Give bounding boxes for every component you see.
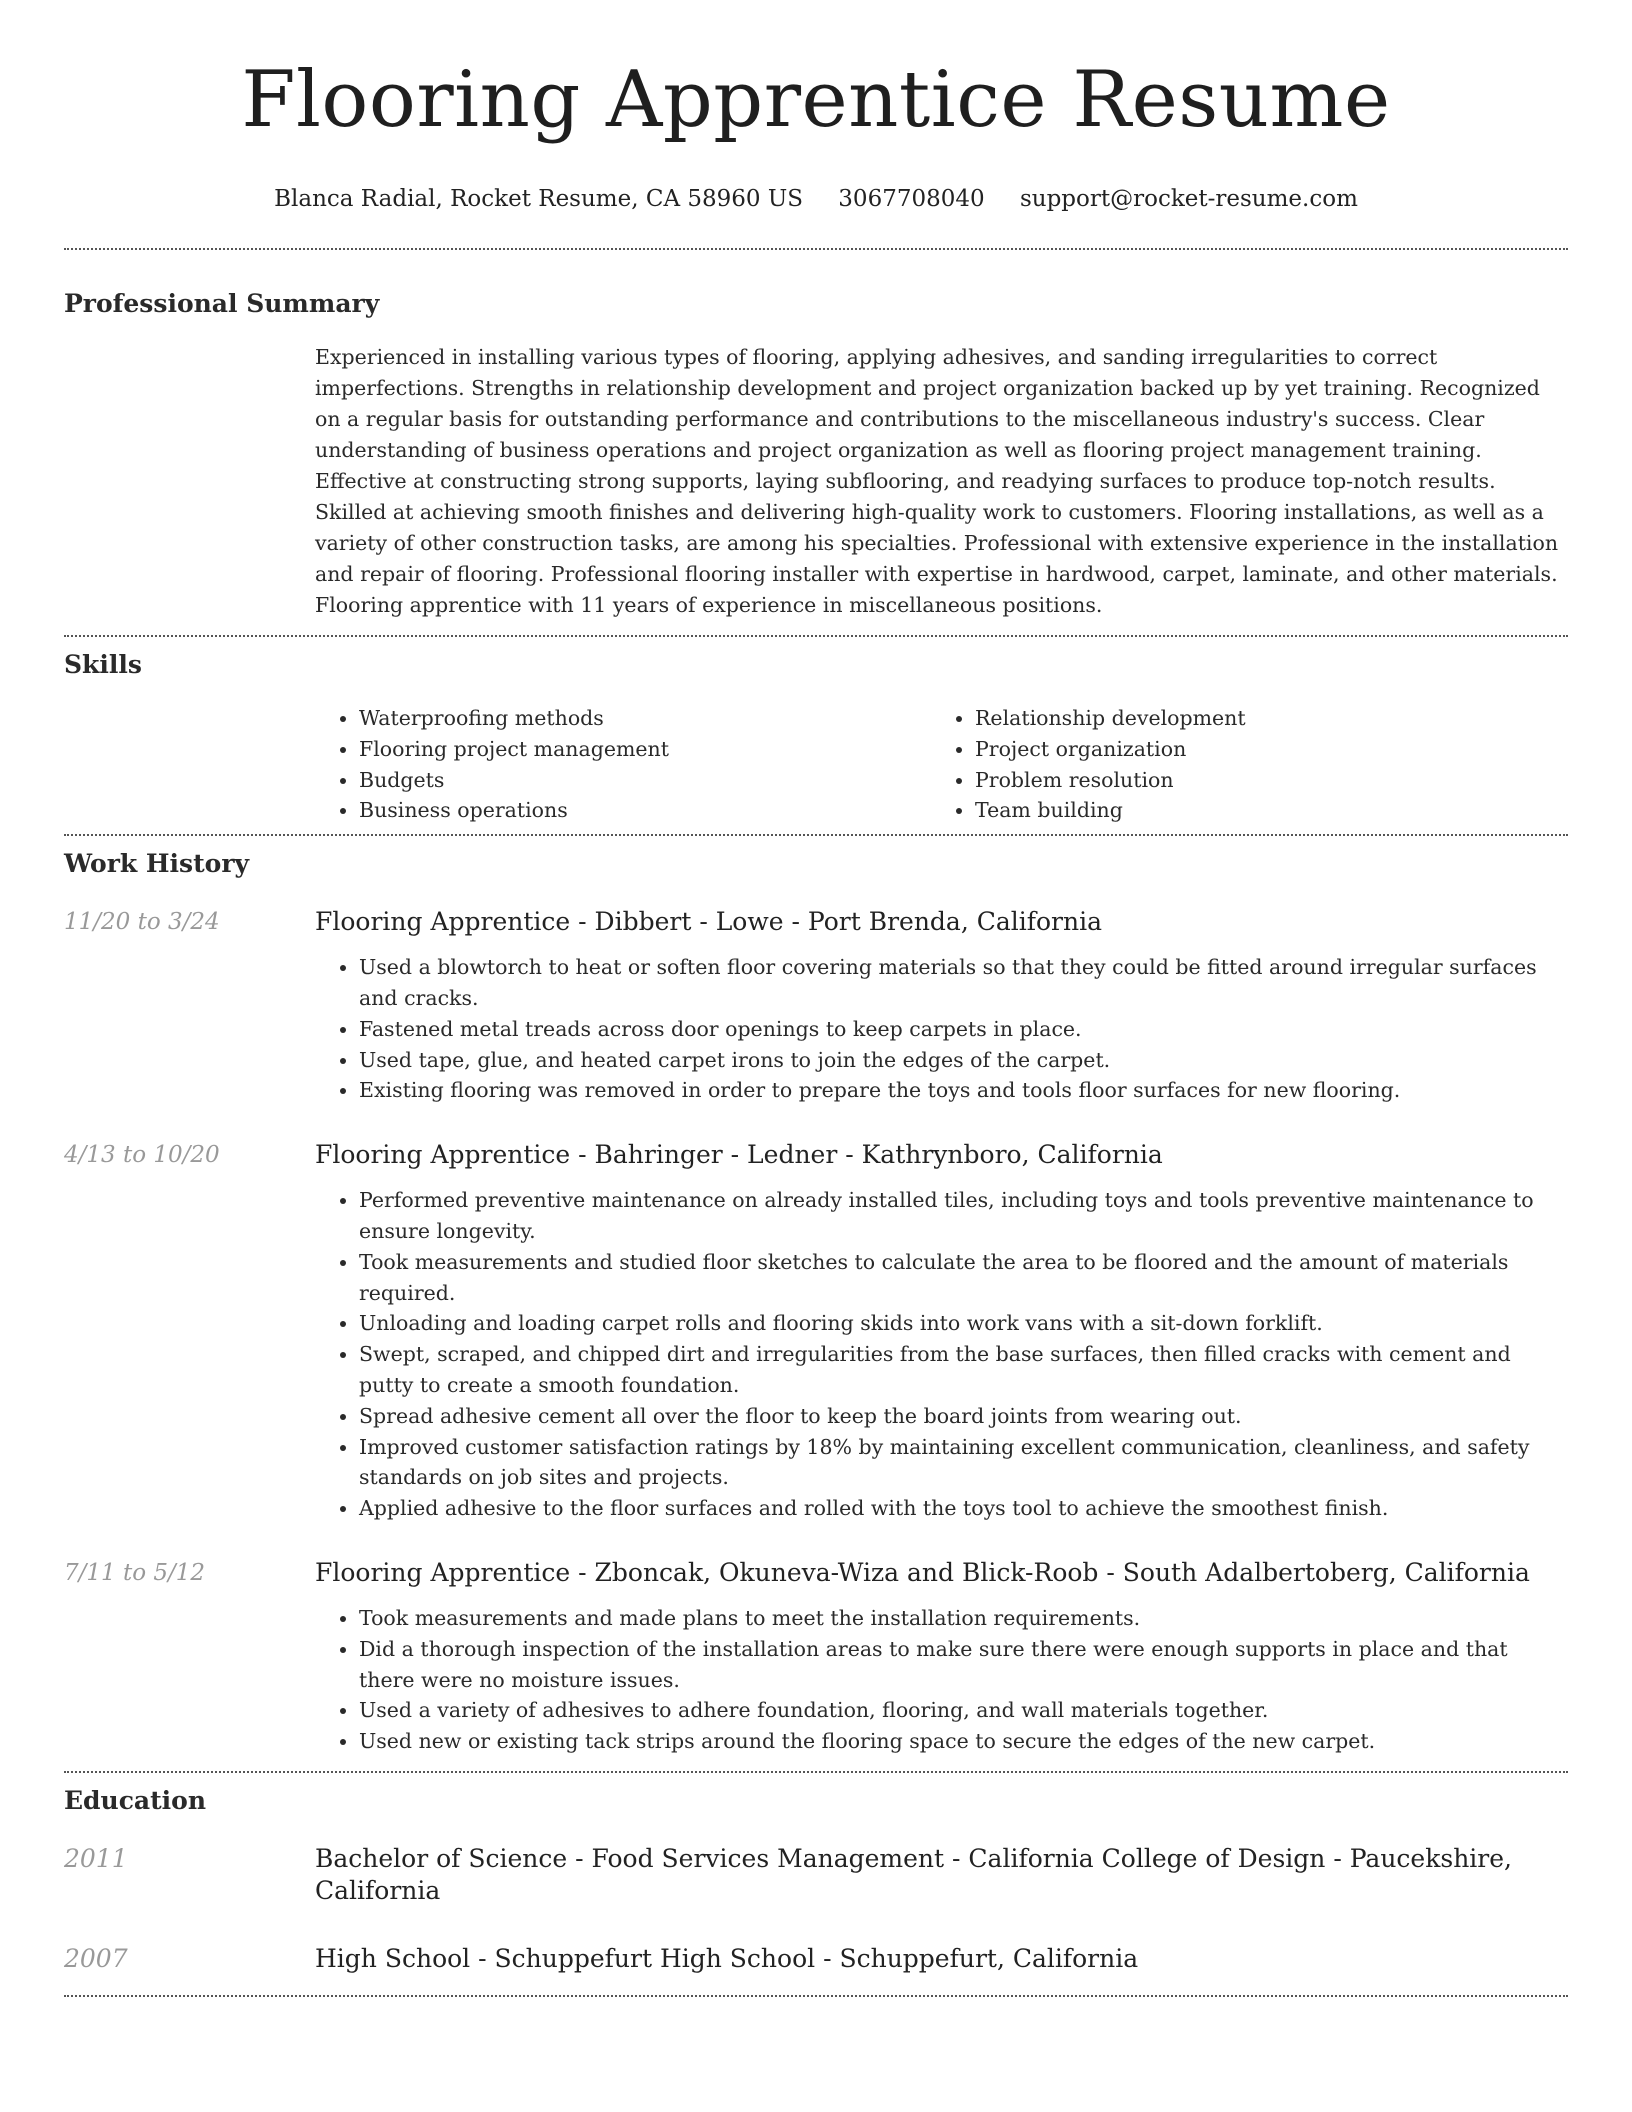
skills-section <box>64 637 1568 834</box>
job-entry <box>64 1557 1568 1771</box>
education-title: Bachelor of Science - Food Services Management - California College of Design - Paucekshire, California <box>315 1843 1512 1905</box>
job-bullet: • Did a thorough inspection of the installation areas to make sure there were enough supports in place and that there were no moisture issues. <box>359 1634 1568 1696</box>
job-bullet: • Used a blowtorch to heat or soften floor covering materials so that they could be fitted around irregular surfaces and cracks. <box>359 952 1568 1014</box>
job-bullets <box>315 1185 1568 1524</box>
job-dates: 7/11 to 5/12 <box>64 1559 206 1586</box>
contact-address: Blanca Radial, Rocket Resume, CA 58960 US <box>274 186 803 212</box>
divider <box>64 1995 1568 1997</box>
education-entry <box>64 1843 1568 1907</box>
job-bullet: • Swept, scraped, and chipped dirt and irregularities from the base surfaces, then filled cracks with cement and putty to create a smooth foundation. <box>359 1339 1568 1401</box>
job-bullet: • Fastened metal treads across door openings to keep carpets in place. <box>359 1014 1568 1045</box>
skill-item: • Relationship development <box>975 703 1547 734</box>
job-bullet: • Unloading and loading carpet rolls and flooring skids into work vans with a sit-down forklift. <box>359 1308 1568 1339</box>
job-bullets <box>315 1603 1568 1757</box>
contact-phone: 3067708040 <box>838 186 985 212</box>
job-title: Flooring Apprentice - Zboncak, Okuneva-Wiza and Blick-Roob - South Adalbertoberg, California <box>315 1557 1530 1587</box>
job-bullet: • Performed preventive maintenance on already installed tiles, including toys and tools preventive maintenance to ensure longevity. <box>359 1185 1568 1247</box>
work-history-section <box>64 836 1568 1771</box>
skill-item: • Budgets <box>359 765 931 796</box>
skill-item: • Project organization <box>975 734 1547 765</box>
job-bullet: • Existing flooring was removed in order to prepare the toys and tools floor surfaces for new flooring. <box>359 1075 1568 1106</box>
job-title: Flooring Apprentice - Dibbert - Lowe - Port Brenda, California <box>315 907 1102 937</box>
summary-text: Experienced in installing various types of flooring, applying adhesives, and sanding irregularities to correct imperfections. Strengths in relationship development and project organization backed up by yet training. Recognized on a regular basis for outstanding performance and contributions to the miscellaneous industry's success. Clear understanding of business operations and project organization as well as flooring project management training. Effective at constructing strong supports, laying subflooring, and readying surfaces to produce top-notch results. Skilled at achieving smooth finishes and delivering high-quality work to customers. Flooring installations, as well as a variety of other construction tasks, are among his specialties. Professional with extensive experience in the installation and repair of flooring. Professional flooring installer with expertise in hardwood, carpet, laminate, and other materials. Flooring apprentice with 11 years of experience in miscellaneous positions. <box>315 345 1559 617</box>
job-bullet: • Spread adhesive cement all over the floor to keep the board joints from wearing out. <box>359 1401 1568 1432</box>
skills-list-left <box>315 703 931 826</box>
contact-line <box>64 184 1568 214</box>
page-title: Flooring Apprentice Resume <box>241 55 1391 145</box>
job-dates: 11/20 to 3/24 <box>64 909 220 936</box>
skill-item: • Business operations <box>359 795 931 826</box>
education-year: 2011 <box>64 1843 128 1873</box>
skill-item: • Flooring project management <box>359 734 931 765</box>
job-bullet: • Used a variety of adhesives to adhere foundation, flooring, and wall materials together. <box>359 1695 1568 1726</box>
job-bullet: • Used new or existing tack strips around the flooring space to secure the edges of the new carpet. <box>359 1726 1568 1757</box>
job-entry <box>64 1139 1568 1524</box>
job-entry <box>64 906 1568 1106</box>
job-bullet: • Took measurements and made plans to meet the installation requirements. <box>359 1603 1568 1634</box>
job-bullet: • Used tape, glue, and heated carpet irons to join the edges of the carpet. <box>359 1045 1568 1076</box>
skill-item: • Waterproofing methods <box>359 703 931 734</box>
education-entry <box>64 1943 1568 1995</box>
skills-list-right <box>931 703 1547 826</box>
education-year: 2007 <box>64 1943 128 1973</box>
work-history-heading: Work History <box>64 849 250 879</box>
contact-email: support@rocket-resume.com <box>1019 186 1358 212</box>
job-bullets <box>315 952 1568 1106</box>
skills-heading: Skills <box>64 650 142 679</box>
education-heading: Education <box>64 1785 207 1815</box>
skill-item: • Team building <box>975 795 1547 826</box>
job-title: Flooring Apprentice - Bahringer - Ledner - Kathrynboro, California <box>315 1140 1163 1170</box>
job-dates: 4/13 to 10/20 <box>64 1142 220 1169</box>
job-bullet: • Improved customer satisfaction ratings by 18% by maintaining excellent communication, cleanliness, and safety standards on job sites and projects. <box>359 1432 1568 1494</box>
summary-heading: Professional Summary <box>64 289 380 318</box>
job-bullet: • Applied adhesive to the floor surfaces and rolled with the toys tool to achieve the smoothest finish. <box>359 1493 1568 1524</box>
job-bullet: • Took measurements and studied floor sketches to calculate the area to be floored and the amount of materials required. <box>359 1247 1568 1309</box>
skill-item: • Problem resolution <box>975 765 1547 796</box>
education-title: High School - Schuppefurt High School - Schuppefurt, California <box>315 1943 1139 1973</box>
education-section <box>64 1773 1568 1995</box>
summary-section <box>64 250 1568 635</box>
